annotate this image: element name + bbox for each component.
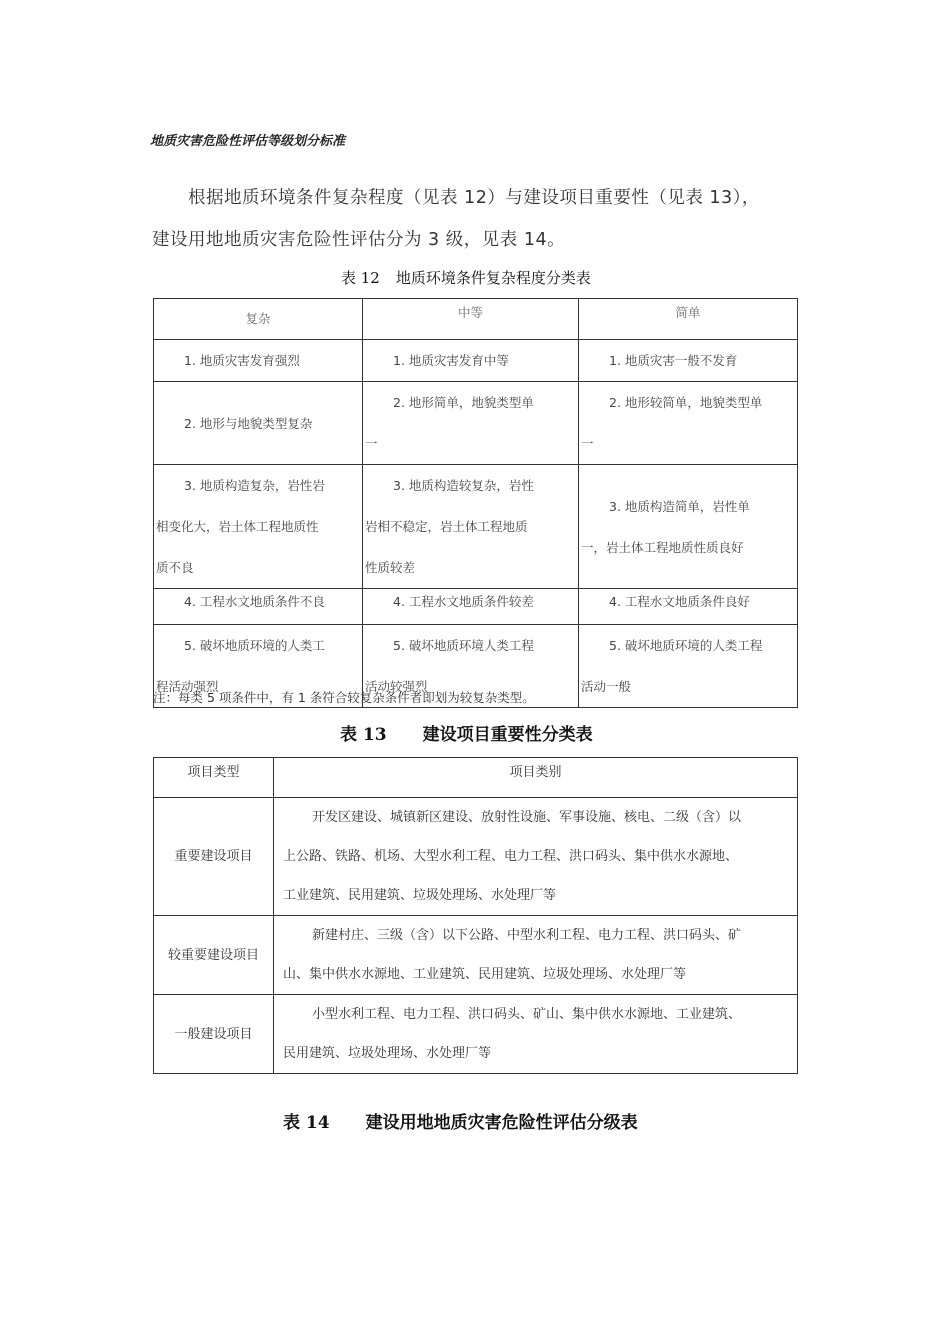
cell-line: 民用建筑、垃圾处理场、水处理厂等 [283, 1046, 492, 1061]
table-header-cell: 项目类型 [154, 758, 274, 798]
cell-line: 2. 地形简单，地貌类型单 [393, 395, 534, 410]
table-cell [363, 382, 579, 465]
table12-complexity [153, 298, 798, 708]
table-cell: 4. 工程水文地质条件较差 [363, 589, 579, 625]
table-header-cell: 复杂 [154, 299, 363, 340]
table-cell: 1. 地质灾害发育强烈 [154, 340, 363, 382]
cell-line: 程活动强烈 [156, 679, 219, 694]
table-cell: 1. 地质灾害一般不发育 [579, 340, 798, 382]
table14-caption [283, 1108, 638, 1133]
table-cell [274, 798, 798, 916]
table-header-row [154, 299, 798, 340]
cell-line: 质不良 [156, 560, 194, 575]
table-cell [579, 465, 798, 589]
table-row [154, 465, 798, 589]
table-cell: 1. 地质灾害发育中等 [363, 340, 579, 382]
table12-caption [341, 267, 591, 288]
table-cell: 重要建设项目 [154, 798, 274, 916]
table12-caption-number: 表 12 [341, 269, 380, 287]
table12-note: 注：每类 5 项条件中，有 1 条符合较复杂条件者即划为较复杂类型。 [153, 690, 535, 705]
table-header-cell: 中等 [363, 299, 579, 340]
table-cell [579, 382, 798, 465]
cell-line: 3. 地质构造较复杂，岩性 [393, 478, 534, 493]
table-cell: 4. 工程水文地质条件不良 [154, 589, 363, 625]
table-row [154, 340, 798, 382]
cell-line: 一，岩土体工程地质性质良好 [581, 539, 744, 555]
table-cell: 较重要建设项目 [154, 916, 274, 995]
table-cell [274, 916, 798, 995]
table13-importance [153, 757, 798, 1074]
cell-line: 山、集中供水水源地、工业建筑、民用建筑、垃圾处理场、水处理厂等 [283, 967, 687, 982]
cell-line: 上公路、铁路、机场、大型水利工程、电力工程、洪口码头、集中供水水源地、 [283, 849, 739, 864]
table-cell: 4. 工程水文地质条件良好 [579, 589, 798, 625]
table-row [154, 995, 798, 1074]
cell-line: 2. 地形较简单，地貌类型单 [609, 395, 763, 410]
cell-line: 5. 破坏地质环境的人类工程 [609, 638, 763, 653]
table-row [154, 798, 798, 916]
cell-line: 5. 破坏地质环境人类工程 [393, 638, 534, 653]
cell-line: 新建村庄、三级（含）以下公路、中型水利工程、电力工程、洪口码头、矿 [312, 928, 742, 943]
cell-line: 小型水利工程、电力工程、洪口码头、矿山、集中供水水源地、工业建筑、 [312, 1007, 742, 1022]
document-title: 地质灾害危险性评估等级划分标准 [150, 134, 346, 149]
table-cell [154, 465, 363, 589]
table-row [154, 382, 798, 465]
cell-line: 性质较差 [365, 560, 416, 575]
cell-line: 岩相不稳定，岩土体工程地质 [365, 519, 528, 534]
table-header-cell: 简单 [579, 299, 798, 340]
table-header-row [154, 758, 798, 798]
cell-line: 活动一般 [581, 679, 632, 694]
cell-line: 工业建筑、民用建筑、垃圾处理场、水处理厂等 [283, 888, 557, 903]
cell-line: 一 [581, 436, 594, 451]
cell-line: 3. 地质构造简单，岩性单 [609, 498, 750, 514]
table14-caption-text: 建设用地地质灾害危险性评估分级表 [365, 1113, 638, 1133]
cell-line: 一 [365, 436, 378, 451]
table-header-cell: 项目类别 [274, 758, 798, 798]
table-cell [363, 465, 579, 589]
table12-caption-text: 地质环境条件复杂程度分类表 [395, 269, 591, 287]
table-cell [579, 625, 798, 708]
cell-line: 相变化大，岩土体工程地质性 [156, 519, 319, 534]
table-cell: 一般建设项目 [154, 995, 274, 1074]
cell-line: 活动较强烈 [365, 679, 428, 694]
intro-paragraph-line-2: 建设用地地质灾害危险性评估分为 3 级，见表 14。 [152, 230, 566, 250]
cell-line: 3. 地质构造复杂，岩性岩 [184, 478, 325, 493]
table13-caption-text: 建设项目重要性分类表 [422, 725, 593, 745]
table-row [154, 916, 798, 995]
table13-caption-number: 表 13 [340, 725, 387, 745]
table-cell [154, 382, 363, 465]
table14-caption-number: 表 14 [283, 1113, 330, 1133]
cell-line: 5. 破坏地质环境的人类工 [184, 638, 325, 653]
intro-paragraph-line-1: 根据地质环境条件复杂程度（见表 12）与建设项目重要性（见表 13）， [188, 188, 760, 208]
cell-line: 开发区建设、城镇新区建设、放射性设施、军事设施、核电、二级（含）以 [312, 810, 742, 825]
cell-line: 2. 地形与地貌类型复杂 [184, 415, 313, 431]
table-row [154, 589, 798, 625]
table13-caption [340, 720, 593, 745]
table-cell [274, 995, 798, 1074]
